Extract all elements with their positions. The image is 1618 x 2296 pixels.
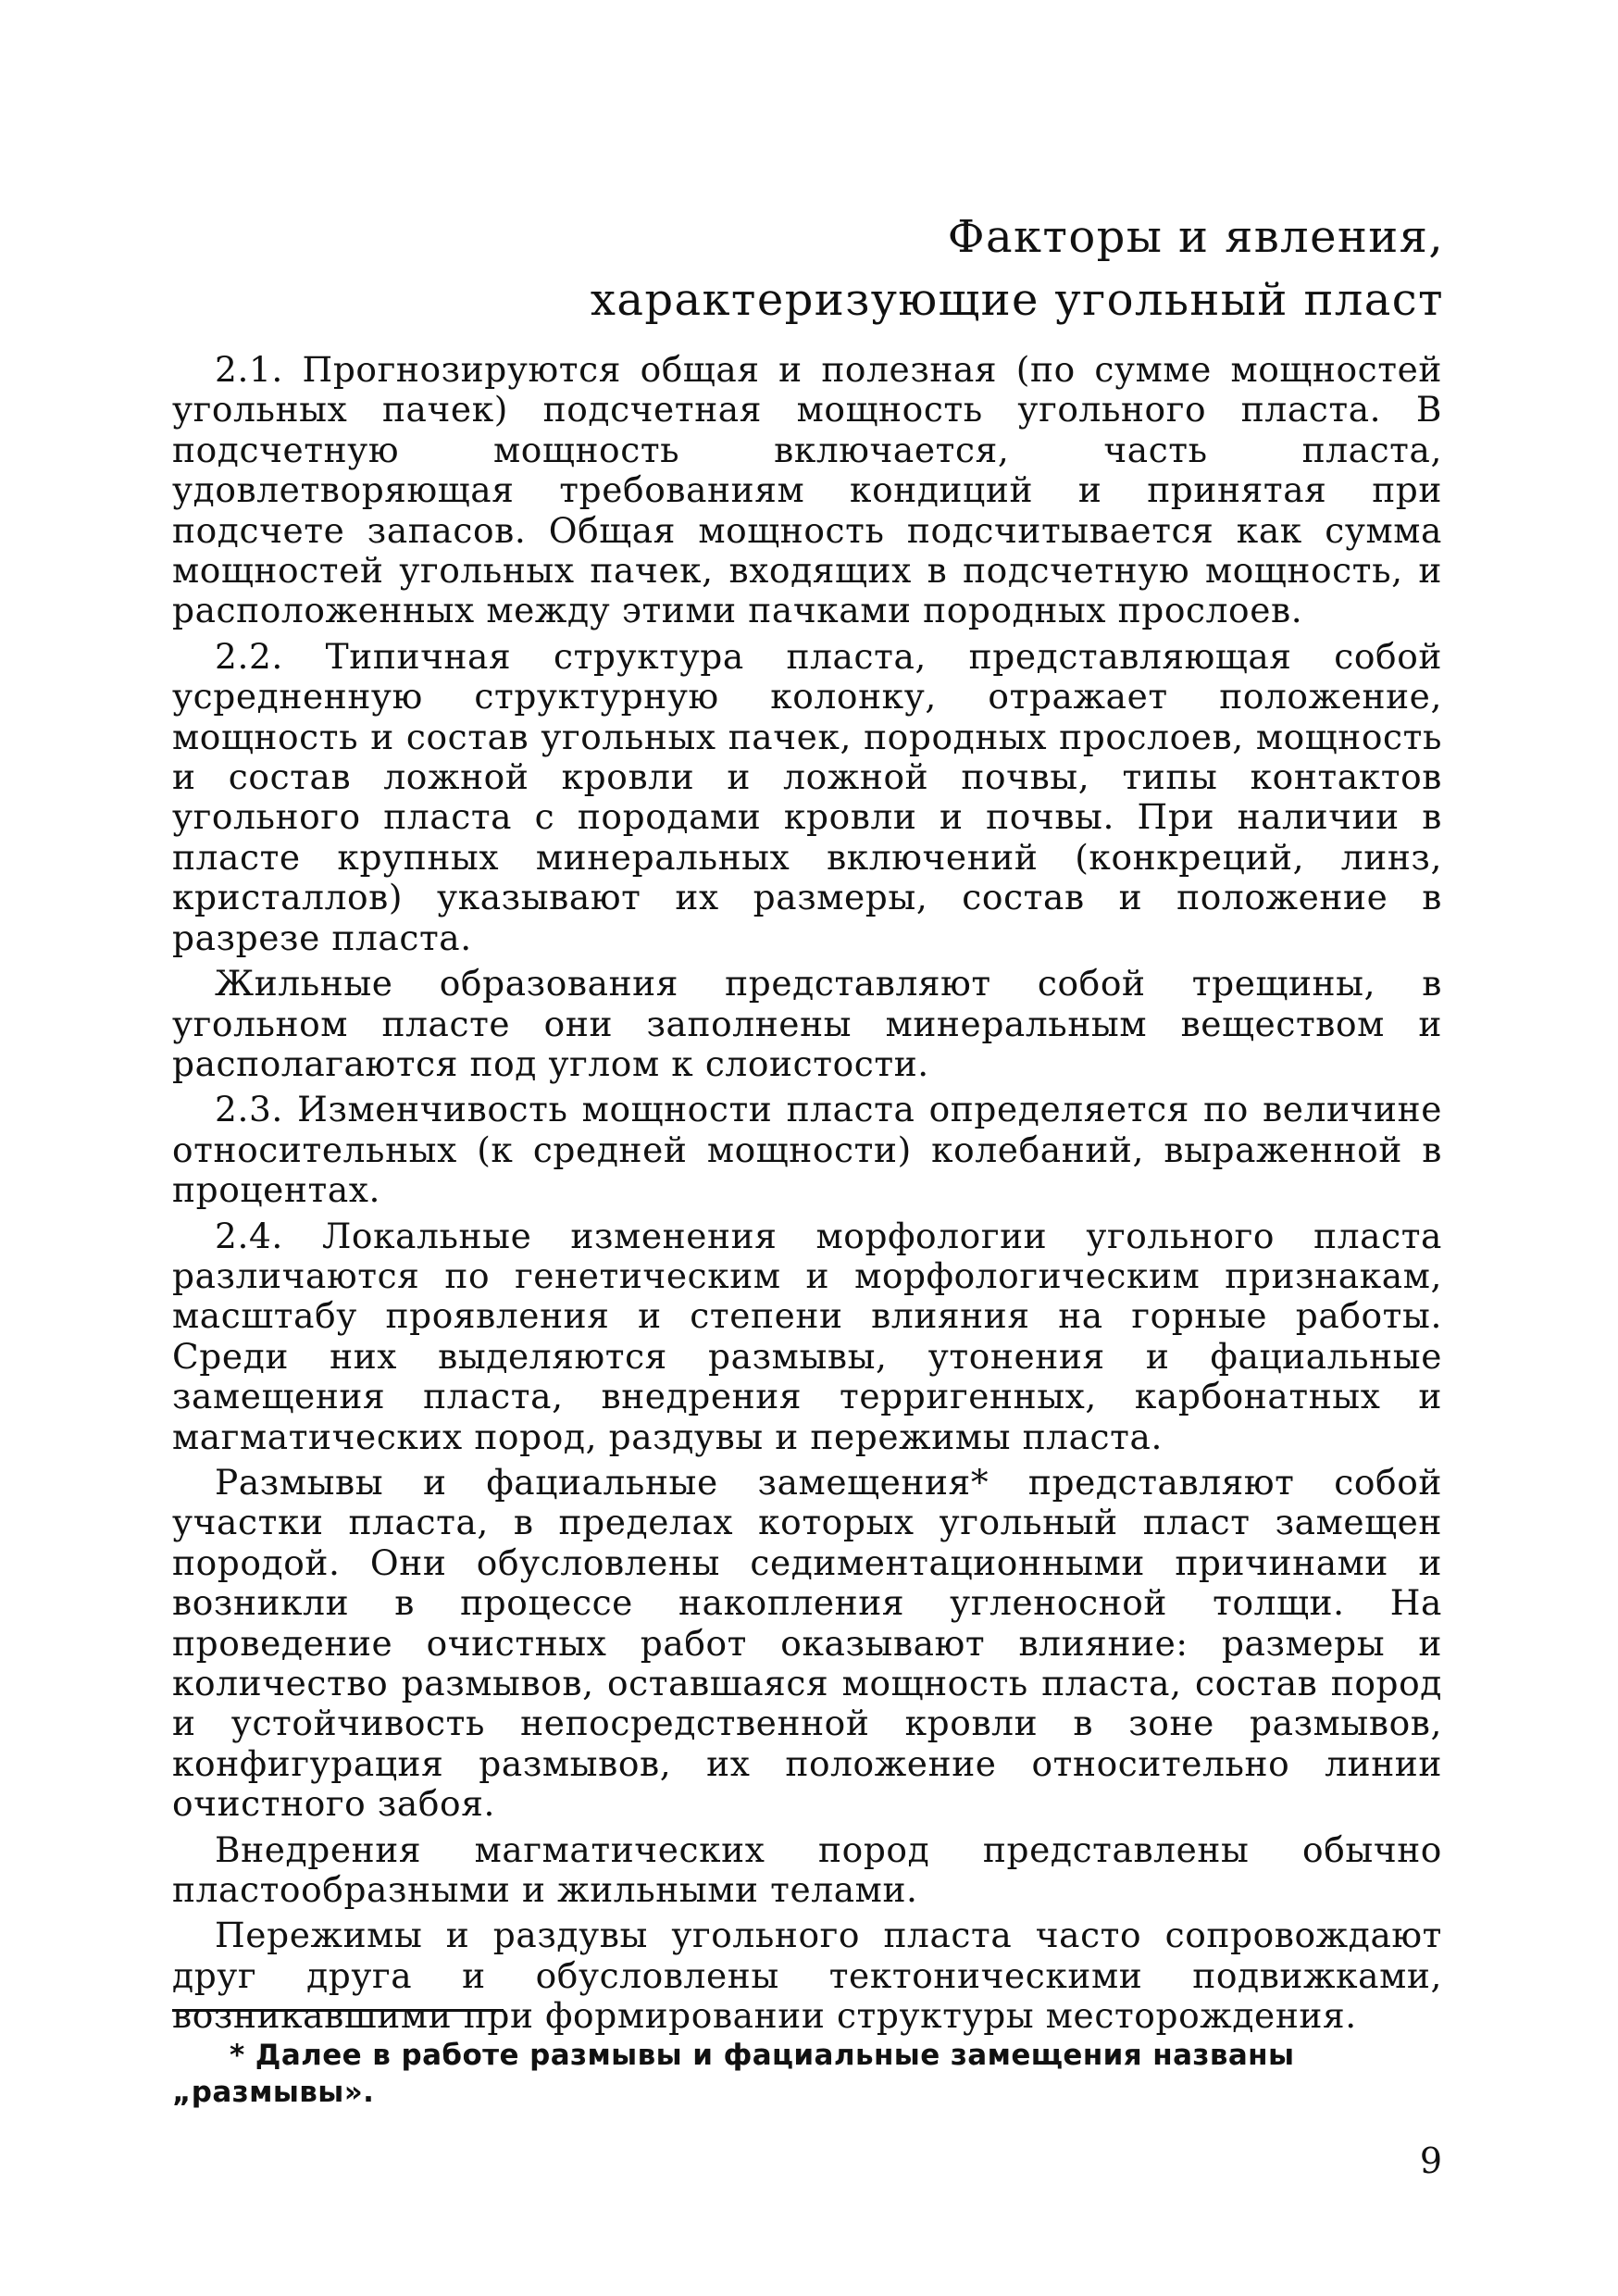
section-title xyxy=(167,206,1444,331)
body-text xyxy=(172,350,1442,2037)
paragraph-pinches-swells: Пережимы и раздувы угольного пласта часто сопровождают друг друга и обусловлены тектоническими подвижками, возникавшими при формировании структуры месторождения. xyxy=(172,1915,1442,2037)
page-number: 9 xyxy=(1419,2140,1442,2181)
paragraph-washouts: Размывы и фациальные замещения* представляют собой участки пласта, в пределах которых угольный пласт замещен породой. Они обусловлены седиментационными причинами и возникли в процессе накопления угленосной толщи. На проведение очистных работ оказывают влияние: размеры и количество размывов, оставшаяся мощность пласта, состав пород и устойчивость непосредственной кровли в зоне размывов, конфигурация размывов, их положение относительно линии очистного забоя. xyxy=(172,1461,1442,1825)
paragraph-intrusions: Внедрения магматических пород представлены обычно пластообразными и жильными телами. xyxy=(172,1828,1442,1911)
paragraph-2-2: 2.2. Типичная структура пласта, представляющая собой усредненную структурную колонку, отражает положение, мощность и состав угольных пачек, породных прослоев, мощность и состав ложной кровли и ложной почвы, типы контактов угольного пласта с породами кровли и почвы. При наличии в пласте крупных минеральных включений (конкреций, линз, кристаллов) указывают их размеры, состав и положение в разрезе пласта. xyxy=(172,635,1442,958)
footnote: * Далее в работе размывы и фациальные замещения названы „размывы». xyxy=(172,2039,1295,2109)
section-title-line-1: Факторы и явления, xyxy=(947,211,1444,263)
paragraph-2-4: 2.4. Локальные изменения морфологии угольного пласта различаются по генетическим и морфологическим признакам, масштабу проявления и степени влияния на горные работы. Среди них выделяются размывы, утонения и фациальные замещения пласта, внедрения терригенных, карбонатных и магматических пород, раздувы и пережимы пласта. xyxy=(172,1215,1442,1457)
paragraph-vein-formations: Жильные образования представляют собой трещины, в угольном пласте они заполнены минеральным веществом и располагаются под углом к слоистости. xyxy=(172,963,1442,1084)
paragraph-2-1: 2.1. Прогнозируются общая и полезная (по сумме мощностей угольных пачек) подсчетная мощность угольного пласта. В подсчетную мощность включается, часть пласта, удовлетворяющая требованиям кондиций и принятая при подсчете запасов. Общая мощность подсчитывается как сумма мощностей угольных пачек, входящих в подсчетную мощность, и расположенных между этими пачками породных прослоев. xyxy=(172,349,1442,631)
footnote-divider xyxy=(172,2009,504,2012)
section-title-line-2: характеризующие угольный пласт xyxy=(590,274,1444,326)
paragraph-2-3: 2.3. Изменчивость мощности пласта определяется по величине относительных (к средней мощности) колебаний, выраженной в процентах. xyxy=(172,1089,1442,1211)
